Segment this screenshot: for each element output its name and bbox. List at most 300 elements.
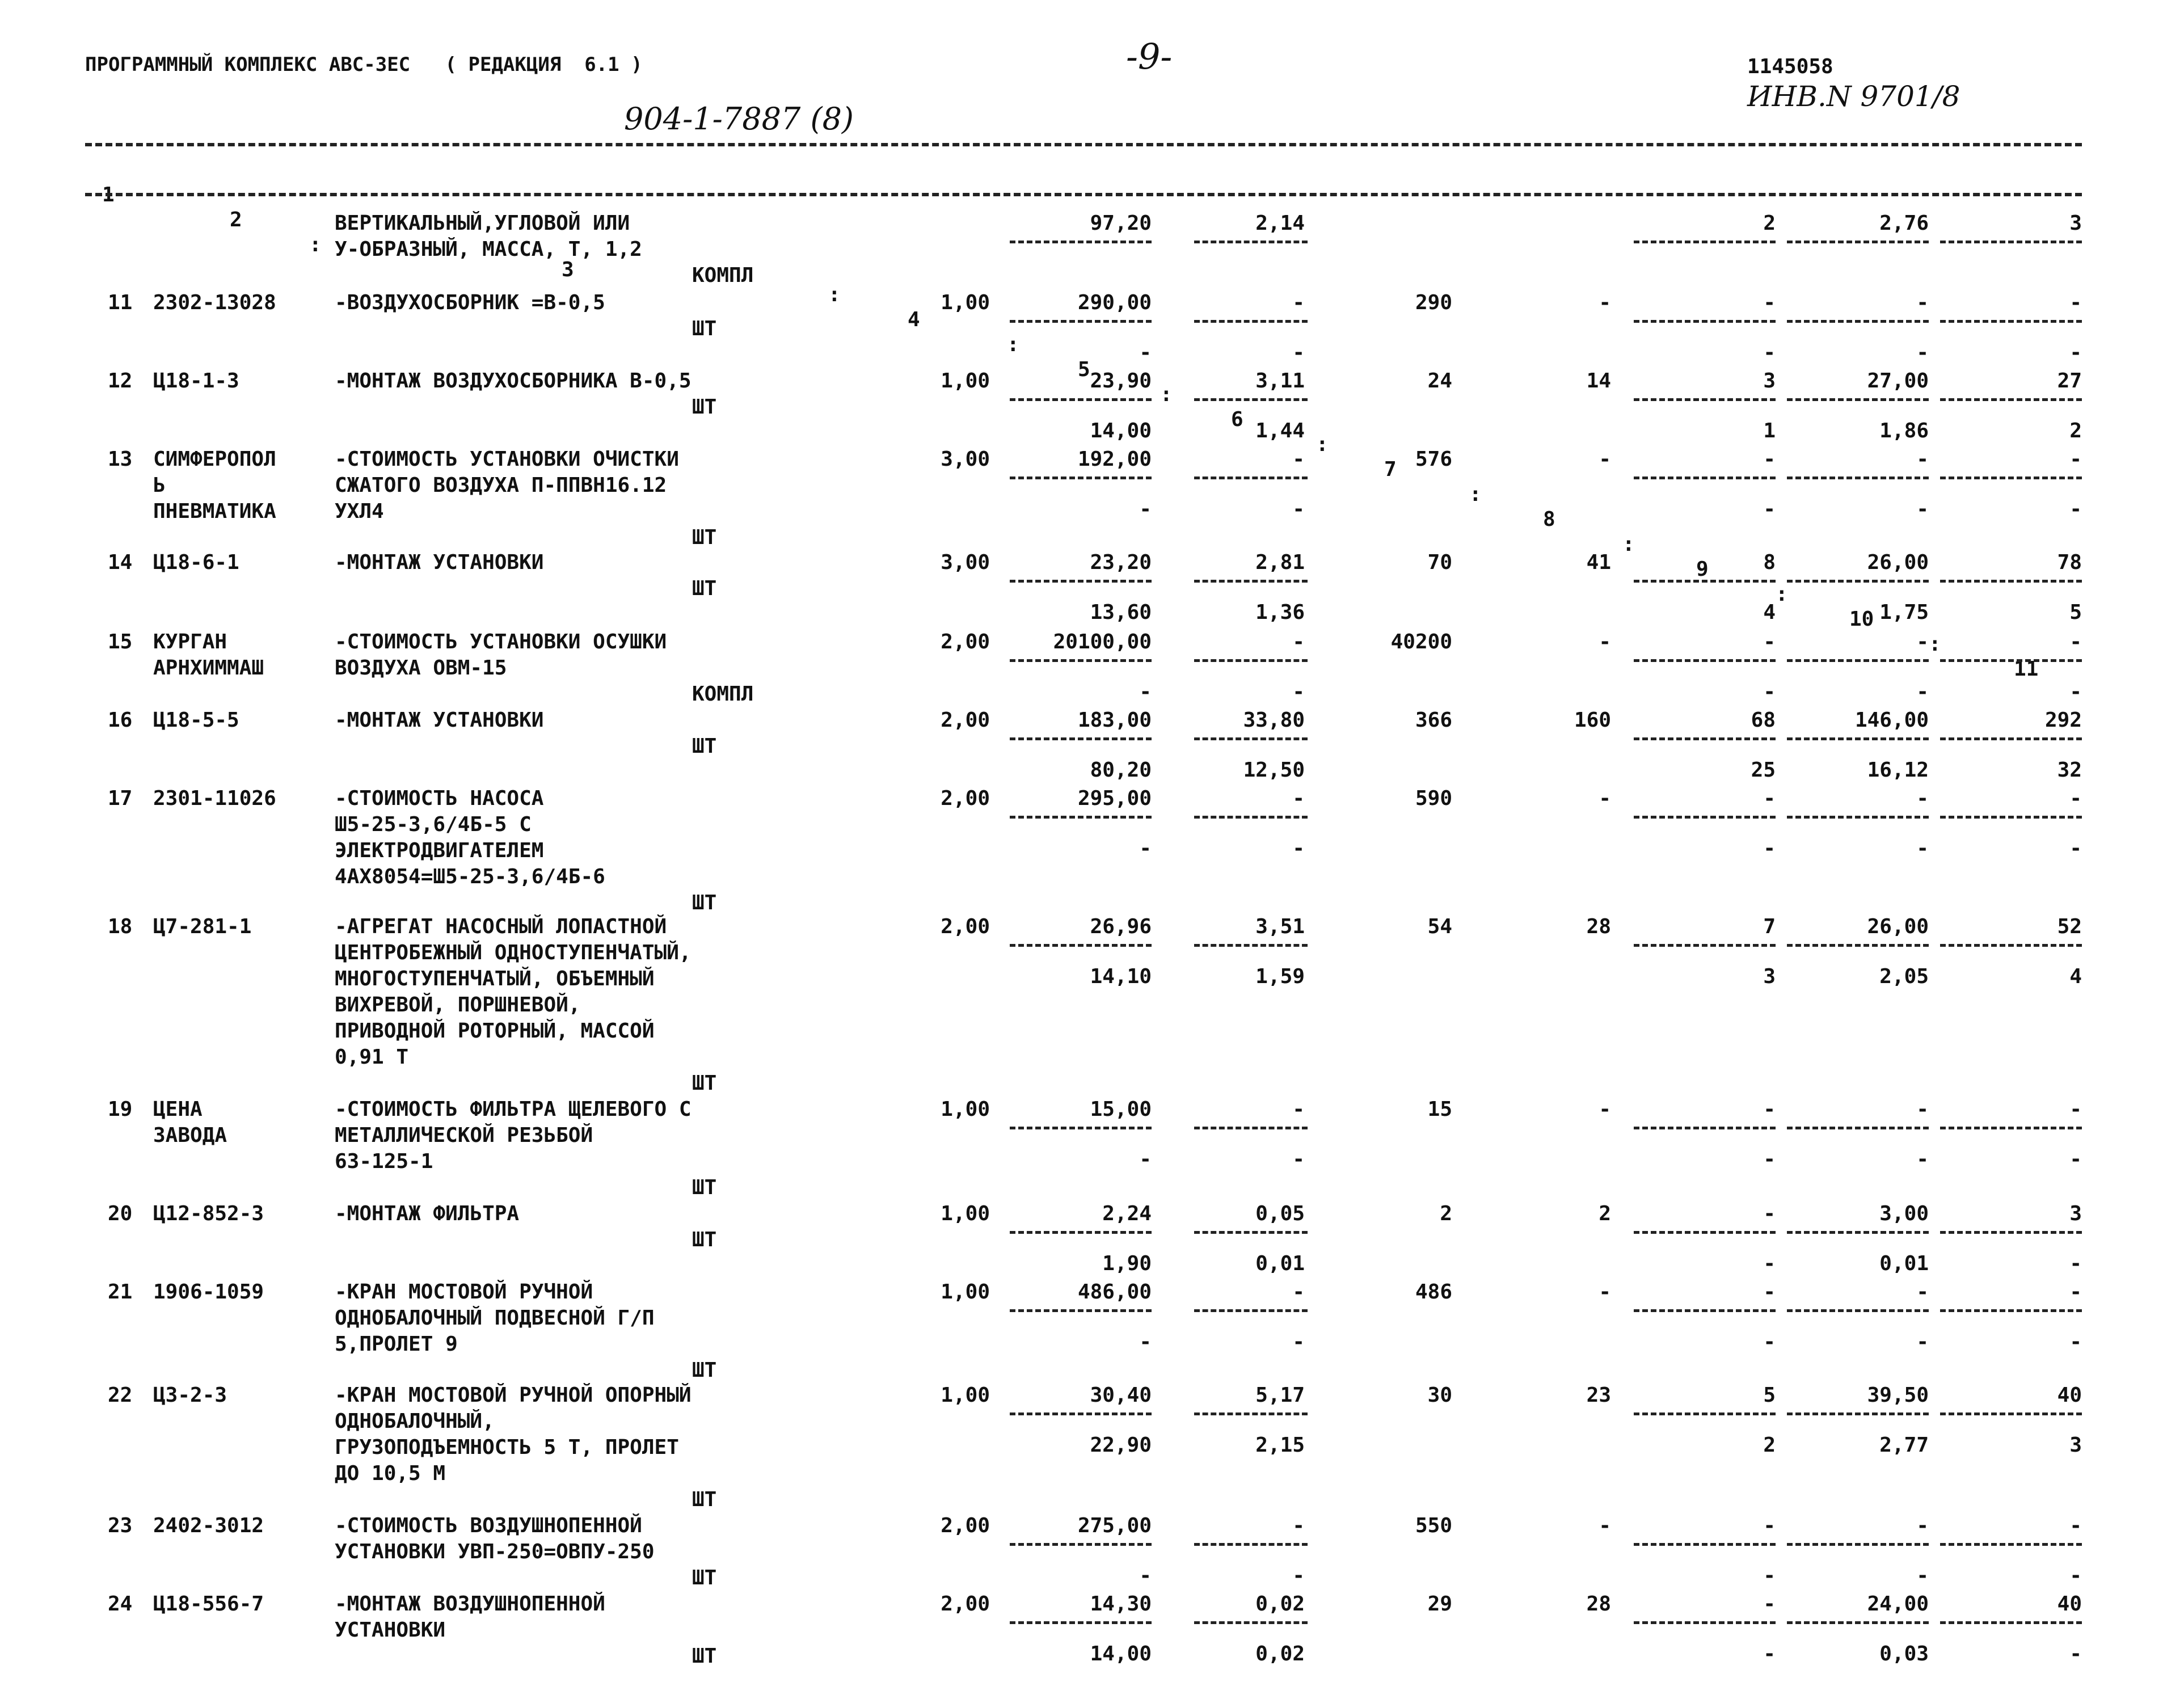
labor-hours-unit-sub: 2,77: [1879, 1433, 1929, 1457]
unit-wage-sub: 2,15: [1255, 1433, 1305, 1457]
cell-divider: [1010, 320, 1152, 323]
header-rule-bottom: [85, 193, 2082, 196]
cell-divider: [1194, 320, 1308, 323]
labor-hours-total-sub: -: [2069, 837, 2082, 860]
cell-divider: [1940, 320, 2082, 323]
col-2: 2: [230, 208, 242, 231]
labor-hours-total: 40: [2057, 1592, 2082, 1616]
labor-cost-sub: -: [1763, 497, 1776, 521]
labor-cost: -: [1763, 1514, 1776, 1537]
cell-divider: [1194, 241, 1308, 243]
total-cost: 486: [1415, 1280, 1452, 1304]
col-5: 5: [1078, 358, 1090, 381]
unit-price: 20100,00: [1053, 630, 1152, 653]
row-number: 11: [108, 291, 133, 314]
col-sep: :: [1007, 333, 1019, 356]
labor-hours-unit: -: [1916, 787, 1929, 810]
item-name-line: -АГРЕГАТ НАСОСНЫЙ ЛОПАСТНОЙ: [335, 915, 667, 938]
labor-hours-total: 292: [2044, 709, 2082, 732]
cell-divider: [1634, 1412, 1776, 1415]
cell-divider: [1010, 580, 1152, 583]
cell-divider: [1940, 737, 2082, 740]
cell-divider: [1940, 1231, 2082, 1234]
item-name-line: -КРАН МОСТОВОЙ РУЧНОЙ ОПОРНЫЙ: [335, 1384, 692, 1407]
cell-divider: [1194, 1543, 1308, 1546]
item-name-line: УСТАНОВКИ УВП-250=ОВПУ-250: [335, 1540, 655, 1563]
quantity: 2,00: [941, 1514, 990, 1537]
cell-divider: [1787, 398, 1929, 401]
col-sep: :: [1929, 633, 1941, 656]
unit-price-sub: 14,10: [1090, 965, 1152, 988]
unit-wage: -: [1292, 1514, 1305, 1537]
labor-hours-total: -: [2069, 291, 2082, 314]
row-number: 24: [108, 1592, 133, 1616]
row-number: 14: [108, 551, 133, 574]
total-wage: -: [1599, 630, 1611, 653]
resource-code: Ц3-2-3: [153, 1384, 227, 1407]
resource-code: 2302-13028: [153, 291, 276, 314]
unit-price-sub: -: [1139, 1564, 1152, 1587]
col-6: 6: [1231, 408, 1243, 431]
header-rule-top: [85, 143, 2082, 146]
program-title: ПРОГРАММНЫЙ КОМПЛЕКС АВС-3ЕС ( РЕДАКЦИЯ 6.1 ): [85, 53, 643, 76]
labor-cost-sub: -: [1763, 1564, 1776, 1587]
labor-hours-total-sub: -: [2069, 341, 2082, 364]
unit-price: 290,00: [1077, 291, 1152, 314]
item-name-line: 4АХ8054=Ш5-25-3,6/4Б-6: [335, 865, 605, 888]
labor-hours-unit-sub: -: [1916, 837, 1929, 860]
labor-cost-sub: -: [1763, 1642, 1776, 1666]
resource-code: ЦЕНА: [153, 1098, 203, 1121]
unit-wage: -: [1292, 291, 1305, 314]
unit-wage-sub: -: [1292, 1330, 1305, 1354]
labor-cost-sub: -: [1763, 1330, 1776, 1354]
total-cost: 366: [1415, 709, 1452, 732]
unit-price: 26,96: [1090, 915, 1152, 938]
cell-divider: [1787, 659, 1929, 662]
labor-cost-sub: -: [1763, 1148, 1776, 1171]
cell-divider: [1194, 1412, 1308, 1415]
item-name-line: -МОНТАЖ УСТАНОВКИ: [335, 709, 544, 732]
unit-price: 295,00: [1077, 787, 1152, 810]
unit: КОМПЛ: [692, 682, 754, 706]
item-name-line: СЖАТОГО ВОЗДУХА П-ППВН16.12: [335, 474, 667, 497]
labor-cost-sub: 4: [1763, 601, 1776, 624]
labor-cost-sub: -: [1763, 1252, 1776, 1275]
unit-wage-sub: -: [1292, 341, 1305, 364]
row-number: 18: [108, 915, 133, 938]
unit-wage: -: [1292, 448, 1305, 471]
labor-hours-unit-sub: -: [1916, 497, 1929, 521]
unit-wage-sub: 1,44: [1255, 419, 1305, 442]
labor-hours-total-sub: 2: [2069, 419, 2082, 442]
total-wage: 2: [1599, 1202, 1611, 1225]
col-9: 9: [1696, 558, 1709, 581]
labor-hours-unit-sub: 1,86: [1879, 419, 1929, 442]
cell-divider: [1787, 241, 1929, 243]
unit: ШТ: [692, 1488, 717, 1511]
unit-price: 23,20: [1090, 551, 1152, 574]
labor-hours-total-sub: 3: [2069, 1433, 2082, 1457]
cell-divider: [1787, 1127, 1929, 1129]
row-number: 21: [108, 1280, 133, 1304]
cell-divider: [1634, 944, 1776, 947]
cell-divider: [1940, 816, 2082, 819]
total-wage: -: [1599, 448, 1611, 471]
labor-cost: -: [1763, 630, 1776, 653]
labor-hours-total: 3: [2069, 212, 2082, 235]
unit-price-sub: 22,90: [1090, 1433, 1152, 1457]
item-name-line: УХЛ4: [335, 500, 384, 523]
cell-divider: [1010, 1543, 1152, 1546]
labor-cost: 8: [1763, 551, 1776, 574]
cell-divider: [1194, 816, 1308, 819]
col-8: 8: [1543, 508, 1555, 531]
total-cost: 550: [1415, 1514, 1452, 1537]
cell-divider: [1634, 1127, 1776, 1129]
cell-divider: [1940, 580, 2082, 583]
labor-cost: -: [1763, 291, 1776, 314]
quantity: 1,00: [941, 1384, 990, 1407]
unit: ШТ: [692, 577, 717, 600]
labor-hours-total: -: [2069, 448, 2082, 471]
quantity: 1,00: [941, 1280, 990, 1304]
unit-price-sub: -: [1139, 680, 1152, 703]
cell-divider: [1940, 241, 2082, 243]
cell-divider: [1010, 1621, 1152, 1624]
unit-wage: 2,14: [1255, 212, 1305, 235]
unit-wage-sub: -: [1292, 680, 1305, 703]
labor-cost: -: [1763, 1098, 1776, 1121]
labor-hours-unit-sub: -: [1916, 1564, 1929, 1587]
labor-hours-unit: -: [1916, 1280, 1929, 1304]
total-cost: 40200: [1390, 630, 1452, 653]
total-cost: 576: [1415, 448, 1452, 471]
unit-wage-sub: 1,59: [1255, 965, 1305, 988]
row-number: 20: [108, 1202, 133, 1225]
quantity: 3,00: [941, 448, 990, 471]
cell-divider: [1010, 1127, 1152, 1129]
unit-price: 14,30: [1090, 1592, 1152, 1616]
item-name-line: УСТАНОВКИ: [335, 1618, 446, 1642]
item-name-line: ВЕРТИКАЛЬНЫЙ,УГЛОВОЙ ИЛИ: [335, 212, 630, 235]
col-1: 1: [102, 183, 115, 206]
item-name-line: ВИХРЕВОЙ, ПОРШНЕВОЙ,: [335, 993, 581, 1017]
labor-cost-sub: -: [1763, 680, 1776, 703]
labor-hours-total-sub: -: [2069, 1642, 2082, 1666]
item-name-line: ОДНОБАЛОЧНЫЙ,: [335, 1410, 495, 1433]
labor-cost: 2: [1763, 212, 1776, 235]
unit-price: 486,00: [1077, 1280, 1152, 1304]
cell-divider: [1010, 816, 1152, 819]
item-name-line: -СТОИМОСТЬ НАСОСА: [335, 787, 544, 810]
unit-wage: 33,80: [1243, 709, 1305, 732]
quantity: 2,00: [941, 787, 990, 810]
row-number: 12: [108, 369, 133, 393]
unit: ШТ: [692, 891, 717, 914]
cell-divider: [1940, 1309, 2082, 1312]
col-sep: :: [828, 283, 841, 306]
unit-price-sub: -: [1139, 1148, 1152, 1171]
resource-code-cont: ПНЕВМАТИКА: [153, 500, 276, 523]
unit-wage-sub: -: [1292, 497, 1305, 521]
item-name-line: 63-125-1: [335, 1150, 433, 1173]
item-name-line: ОДНОБАЛОЧНЫЙ ПОДВЕСНОЙ Г/П: [335, 1306, 655, 1330]
cell-divider: [1940, 1412, 2082, 1415]
cell-divider: [1787, 816, 1929, 819]
resource-code: 2402-3012: [153, 1514, 264, 1537]
page-number: -9-: [1126, 36, 1173, 77]
unit-wage-sub: -: [1292, 1564, 1305, 1587]
col-10: 10: [1849, 608, 1874, 631]
unit-price-sub: -: [1139, 497, 1152, 521]
resource-code: Ц7-281-1: [153, 915, 252, 938]
cell-divider: [1787, 944, 1929, 947]
unit-wage: 0,02: [1255, 1592, 1305, 1616]
resource-code: Ц12-852-3: [153, 1202, 264, 1225]
cell-divider: [1634, 580, 1776, 583]
resource-code: Ц18-6-1: [153, 551, 239, 574]
labor-hours-unit: 27,00: [1867, 369, 1929, 393]
quantity: 1,00: [941, 369, 990, 393]
unit-price: 15,00: [1090, 1098, 1152, 1121]
labor-hours-unit: 146,00: [1854, 709, 1929, 732]
row-number: 15: [108, 630, 133, 653]
labor-cost: 7: [1763, 915, 1776, 938]
inventory-number: ИНВ.N 9701/8: [1747, 80, 1960, 113]
total-wage: -: [1599, 1098, 1611, 1121]
item-name-line: ДО 10,5 М: [335, 1462, 446, 1485]
quantity: 3,00: [941, 551, 990, 574]
labor-hours-unit: 2,76: [1879, 212, 1929, 235]
unit-wage: 3,51: [1255, 915, 1305, 938]
labor-cost: -: [1763, 1592, 1776, 1616]
doc-code: 904-1-7887 (8): [624, 101, 854, 137]
resource-code-cont: Ь: [153, 474, 166, 497]
cell-divider: [1787, 1621, 1929, 1624]
cell-divider: [1634, 320, 1776, 323]
labor-cost: -: [1763, 787, 1776, 810]
cell-divider: [1787, 320, 1929, 323]
cell-divider: [1194, 1231, 1308, 1234]
labor-hours-unit: -: [1916, 291, 1929, 314]
labor-hours-unit: 26,00: [1867, 915, 1929, 938]
resource-code: Ц18-1-3: [153, 369, 239, 393]
col-sep: :: [1316, 433, 1329, 456]
item-name-line: ЦЕНТРОБЕЖНЫЙ ОДНОСТУПЕНЧАТЫЙ,: [335, 941, 692, 964]
labor-hours-total: -: [2069, 1280, 2082, 1304]
unit-price-sub: 80,20: [1090, 758, 1152, 782]
labor-cost-sub: 1: [1763, 419, 1776, 442]
cell-divider: [1940, 1127, 2082, 1129]
labor-hours-total: -: [2069, 630, 2082, 653]
item-name-line: -СТОИМОСТЬ УСТАНОВКИ ОЧИСТКИ: [335, 448, 679, 471]
cell-divider: [1787, 1412, 1929, 1415]
unit-wage: 2,81: [1255, 551, 1305, 574]
unit-price-sub: -: [1139, 341, 1152, 364]
col-11: 11: [2014, 657, 2039, 681]
total-wage: -: [1599, 1514, 1611, 1537]
cell-divider: [1940, 1621, 2082, 1624]
cell-divider: [1194, 1621, 1308, 1624]
unit-price: 23,90: [1090, 369, 1152, 393]
unit-wage-sub: -: [1292, 837, 1305, 860]
item-name-line: -МОНТАЖ ФИЛЬТРА: [335, 1202, 520, 1225]
item-name-line: ВОЗДУХА ОВМ-15: [335, 656, 507, 680]
unit: ШТ: [692, 1566, 717, 1589]
row-number: 22: [108, 1384, 133, 1407]
cell-divider: [1194, 477, 1308, 479]
quantity: 1,00: [941, 1202, 990, 1225]
labor-hours-unit: -: [1916, 1514, 1929, 1537]
cell-divider: [1940, 398, 2082, 401]
cell-divider: [1194, 659, 1308, 662]
quantity: 2,00: [941, 1592, 990, 1616]
labor-hours-unit: 26,00: [1867, 551, 1929, 574]
labor-hours-unit-sub: -: [1916, 341, 1929, 364]
labor-cost-sub: -: [1763, 341, 1776, 364]
row-number: 16: [108, 709, 133, 732]
unit-wage-sub: 1,36: [1255, 601, 1305, 624]
unit-wage: 3,11: [1255, 369, 1305, 393]
unit-wage: -: [1292, 787, 1305, 810]
unit: КОМПЛ: [692, 264, 754, 287]
item-name-line: -СТОИМОСТЬ ВОЗДУШНОПЕННОЙ: [335, 1514, 642, 1537]
labor-hours-unit: 24,00: [1867, 1592, 1929, 1616]
unit-price: 275,00: [1077, 1514, 1152, 1537]
total-wage: 14: [1586, 369, 1611, 393]
unit-wage-sub: 0,02: [1255, 1642, 1305, 1666]
labor-hours-total: -: [2069, 1514, 2082, 1537]
cell-divider: [1194, 398, 1308, 401]
resource-code-cont: ЗАВОДА: [153, 1124, 227, 1147]
cell-divider: [1634, 477, 1776, 479]
labor-hours-total: 78: [2057, 551, 2082, 574]
cell-divider: [1787, 477, 1929, 479]
item-name-line: МНОГОСТУПЕНЧАТЫЙ, ОБЪЕМНЫЙ: [335, 967, 655, 990]
total-cost: 70: [1427, 551, 1452, 574]
labor-hours-unit-sub: 16,12: [1867, 758, 1929, 782]
cell-divider: [1194, 580, 1308, 583]
cell-divider: [1634, 1231, 1776, 1234]
unit-price-sub: 13,60: [1090, 601, 1152, 624]
unit-price: 2,24: [1102, 1202, 1152, 1225]
total-wage: -: [1599, 1280, 1611, 1304]
resource-code-cont: АРНХИММАШ: [153, 656, 264, 680]
item-name-line: -МОНТАЖ ВОЗДУХОСБОРНИКА В-0,5: [335, 369, 692, 393]
labor-hours-total-sub: -: [2069, 497, 2082, 521]
cell-divider: [1940, 944, 2082, 947]
item-name-line: ЭЛЕКТРОДВИГАТЕЛЕМ: [335, 839, 544, 862]
unit-wage-sub: 0,01: [1255, 1252, 1305, 1275]
unit: ШТ: [692, 395, 717, 419]
cell-divider: [1787, 737, 1929, 740]
item-name-line: -МОНТАЖ ВОЗДУШНОПЕННОЙ: [335, 1592, 605, 1616]
cell-divider: [1634, 1309, 1776, 1312]
cell-divider: [1010, 398, 1152, 401]
unit-price: 183,00: [1077, 709, 1152, 732]
unit: ШТ: [692, 526, 717, 549]
resource-code: 1906-1059: [153, 1280, 264, 1304]
cell-divider: [1010, 737, 1152, 740]
row-number: 23: [108, 1514, 133, 1537]
labor-hours-unit-sub: -: [1916, 1330, 1929, 1354]
labor-hours-total-sub: -: [2069, 1330, 2082, 1354]
item-name-line: -МОНТАЖ УСТАНОВКИ: [335, 551, 544, 574]
unit-price-sub: 1,90: [1102, 1252, 1152, 1275]
labor-hours-unit: 3,00: [1879, 1202, 1929, 1225]
labor-hours-unit-sub: 0,01: [1879, 1252, 1929, 1275]
total-cost: 290: [1415, 291, 1452, 314]
item-name-line: Ш5-25-3,6/4Б-5 С: [335, 813, 532, 836]
quantity: 2,00: [941, 630, 990, 653]
item-name-line: 0,91 Т: [335, 1045, 409, 1069]
cell-divider: [1634, 659, 1776, 662]
col-sep: :: [1160, 383, 1173, 406]
unit: ШТ: [692, 317, 717, 340]
labor-hours-total: 27: [2057, 369, 2082, 393]
cell-divider: [1194, 1309, 1308, 1312]
total-wage: 23: [1586, 1384, 1611, 1407]
unit-price-sub: 14,00: [1090, 419, 1152, 442]
labor-cost-sub: 2: [1763, 1433, 1776, 1457]
cell-divider: [1010, 477, 1152, 479]
labor-cost: -: [1763, 1202, 1776, 1225]
total-cost: 24: [1427, 369, 1452, 393]
col-sep: :: [1776, 583, 1788, 606]
total-wage: 41: [1586, 551, 1611, 574]
labor-cost: 68: [1751, 709, 1776, 732]
item-name-line: ГРУЗОПОДЪЕМНОСТЬ 5 Т, ПРОЛЕТ: [335, 1436, 679, 1459]
cell-divider: [1010, 1231, 1152, 1234]
cell-divider: [1194, 944, 1308, 947]
labor-hours-unit-sub: 0,03: [1879, 1642, 1929, 1666]
cell-divider: [1787, 1231, 1929, 1234]
col-sep: :: [1469, 483, 1482, 506]
item-name-line: У-ОБРАЗНЫЙ, МАССА, Т, 1,2: [335, 238, 642, 261]
unit-wage: 0,05: [1255, 1202, 1305, 1225]
resource-code: СИМФЕРОПОЛ: [153, 448, 276, 471]
unit-wage: 5,17: [1255, 1384, 1305, 1407]
labor-hours-total-sub: -: [2069, 1148, 2082, 1171]
cell-divider: [1194, 1127, 1308, 1129]
item-name-line: 5,ПРОЛЕТ 9: [335, 1333, 458, 1356]
unit-price: 30,40: [1090, 1384, 1152, 1407]
document-number: 1145058: [1747, 55, 1833, 78]
cell-divider: [1010, 1412, 1152, 1415]
labor-hours-unit-sub: 2,05: [1879, 965, 1929, 988]
cell-divider: [1010, 241, 1152, 243]
unit: ШТ: [692, 1645, 717, 1668]
cell-divider: [1787, 1309, 1929, 1312]
col-3: 3: [562, 258, 574, 281]
col-sep: :: [1622, 533, 1635, 556]
total-cost: 30: [1427, 1384, 1452, 1407]
labor-cost: -: [1763, 1280, 1776, 1304]
unit: ШТ: [692, 1072, 717, 1095]
total-cost: 590: [1415, 787, 1452, 810]
total-wage: 28: [1586, 915, 1611, 938]
labor-hours-total-sub: -: [2069, 1252, 2082, 1275]
unit-wage: -: [1292, 1098, 1305, 1121]
item-name-line: МЕТАЛЛИЧЕСКОЙ РЕЗЬБОЙ: [335, 1124, 593, 1147]
resource-code: КУРГАН: [153, 630, 227, 653]
unit: ШТ: [692, 1176, 717, 1199]
labor-hours-total: 40: [2057, 1384, 2082, 1407]
total-wage: 28: [1586, 1592, 1611, 1616]
labor-hours-total-sub: 5: [2069, 601, 2082, 624]
quantity: 1,00: [941, 1098, 990, 1121]
